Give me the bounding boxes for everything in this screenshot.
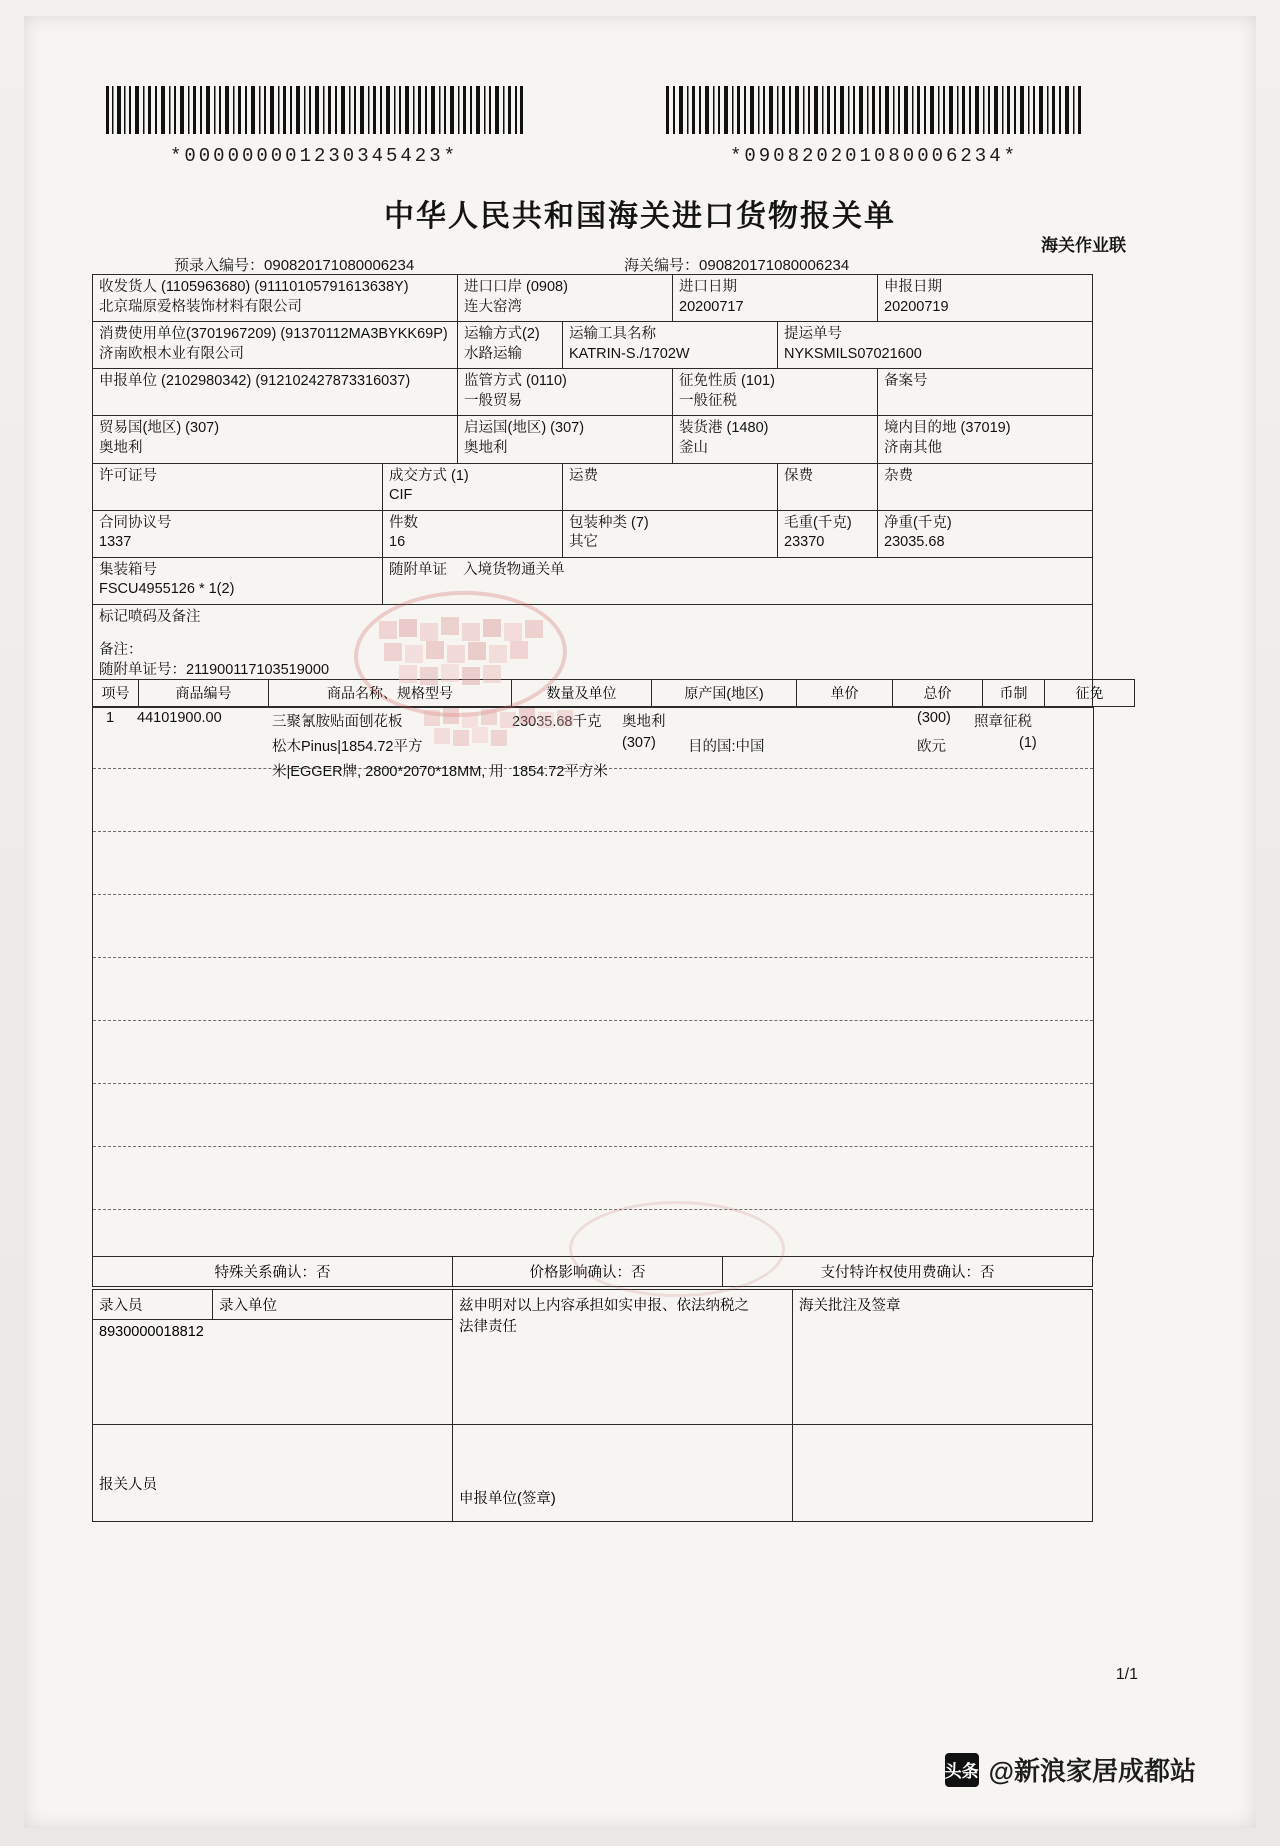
goods-blank-row	[93, 895, 1093, 958]
port-value: 连大窑湾	[464, 298, 522, 315]
declare-date-value: 20200719	[884, 298, 949, 315]
item-name-line1: 三聚氰胺贴面刨花板	[272, 714, 403, 730]
cell-packages	[383, 510, 563, 557]
cell-operator-value	[93, 1320, 453, 1425]
declaration-text-line2: 法律责任	[459, 1319, 517, 1335]
special-relation-label: 特殊关系确认：	[214, 1265, 316, 1281]
cell-consumer	[93, 322, 458, 369]
container-value: FSCU4955126 * 1(2)	[99, 581, 235, 598]
freight-label: 运费	[569, 467, 598, 484]
cell-operator-unit-label	[213, 1290, 453, 1320]
gross-weight-value: 23370	[784, 534, 825, 551]
price-influence-label: 价格影响确认：	[529, 1265, 631, 1281]
item-exempt-code: (1)	[1019, 735, 1037, 751]
cell-special-relation	[93, 1257, 453, 1287]
cell-vessel	[563, 322, 778, 369]
supervision-value: 一般贸易	[464, 392, 522, 409]
cell-declarant	[93, 1425, 453, 1522]
item-qty-line3: 1854.72平方米	[512, 764, 608, 780]
goods-blank-row	[93, 958, 1093, 1021]
cell-import-date	[673, 275, 878, 322]
barcode-region	[84, 86, 1084, 176]
destination-label: 境内目的地 (37019)	[884, 420, 1011, 437]
item-currency-code: (300)	[917, 710, 951, 726]
goods-blank-row	[93, 832, 1093, 895]
cell-customs-seal-area	[793, 1425, 1093, 1522]
cell-depart-country	[458, 416, 673, 463]
gross-weight-label: 毛重(千克)	[784, 514, 852, 531]
cell-supervision	[458, 369, 673, 416]
cell-consignor	[93, 275, 458, 322]
declare-unit-label: 申报单位(签章)	[459, 1491, 556, 1507]
barcode-left	[104, 86, 524, 167]
cell-transport-mode	[458, 322, 563, 369]
page-number: 1/1	[1115, 1666, 1138, 1683]
load-port-label: 装货港 (1480)	[679, 420, 769, 437]
cell-insurance	[778, 463, 878, 510]
load-port-value: 釜山	[679, 439, 709, 456]
terms-value: CIF	[389, 487, 413, 504]
price-influence-value: 否	[631, 1265, 646, 1281]
table-row	[93, 463, 1093, 510]
attached-label: 随附单证	[389, 561, 447, 578]
cell-freight	[563, 463, 778, 510]
contract-label: 合同协议号	[99, 514, 172, 531]
goods-blank-row	[93, 1084, 1093, 1147]
goods-body-area	[92, 706, 1094, 1257]
confirmation-table	[92, 1256, 1093, 1287]
remark-label: 备注：	[99, 642, 143, 659]
table-row	[93, 322, 1093, 369]
operator-value: 8930000018812	[99, 1324, 204, 1340]
package-type-label: 包装种类 (7)	[569, 514, 649, 531]
barcode-right-text: *090820201080006234*	[729, 145, 1019, 167]
misc-label: 杂费	[884, 467, 914, 484]
consumer-value: 济南欧根木业有限公司	[99, 345, 244, 362]
port-label: 进口口岸 (0908)	[464, 279, 568, 295]
supervision-label: 监管方式 (0110)	[464, 373, 567, 390]
net-weight-label: 净重(千克)	[884, 514, 952, 531]
watermark-text: @新浪家居成都站	[988, 1756, 1196, 1786]
cell-package-type	[563, 510, 778, 557]
trade-country-value: 奥地利	[99, 439, 143, 456]
cell-net-weight	[878, 510, 1093, 557]
preentry-number: 预录入编号：090820171080006234	[174, 257, 415, 274]
table-row	[93, 1425, 1093, 1522]
item-hs-code: 44101900.00	[137, 710, 222, 726]
table-row	[93, 275, 1093, 322]
col-qty-unit: 数量及单位	[512, 680, 652, 707]
item-no: 1	[106, 710, 115, 726]
signature-table	[92, 1289, 1093, 1522]
insurance-label: 保费	[784, 467, 814, 484]
barcode-right-bars	[664, 86, 1084, 134]
document-paper	[24, 16, 1256, 1828]
license-label: 许可证号	[99, 467, 157, 484]
item-qty-line1: 23035.68千克	[512, 714, 602, 730]
attached-row	[389, 561, 1086, 581]
cell-trade-country	[93, 416, 458, 463]
cell-misc	[878, 463, 1093, 510]
item-exempt-text: 照章征税	[974, 714, 1032, 730]
consumer-label: 消费使用单位(3701967209) (91370112MA3BYKK69P)	[99, 326, 448, 343]
transport-mode-label: 运输方式(2)	[464, 326, 540, 343]
declare-date-label: 申报日期	[884, 279, 943, 295]
table-row	[93, 510, 1093, 557]
depart-country-label: 启运国(地区) (307)	[464, 420, 585, 437]
levy-value: 一般征税	[679, 392, 738, 409]
cell-operator-label	[93, 1290, 213, 1320]
cell-customs-note	[793, 1290, 1093, 1425]
destination-value: 济南其他	[884, 439, 943, 456]
barcode-left-bars	[104, 86, 524, 134]
item-name-line2: 松木Pinus|1854.72平方	[272, 739, 423, 755]
col-unit-price: 单价	[797, 680, 893, 707]
cell-load-port	[673, 416, 878, 463]
record-label: 备案号	[884, 373, 928, 390]
royalty-value: 否	[980, 1265, 995, 1281]
item-name-line3: 米|EGGER牌, 2800*2070*18MM, 用	[272, 764, 504, 780]
cell-container	[93, 557, 383, 604]
header-table	[92, 274, 1093, 708]
consignor-label: 收发货人 (1105963680) (91110105791613638Y)	[99, 279, 409, 295]
container-label: 集装箱号	[99, 561, 157, 578]
cell-declare-date	[878, 275, 1093, 322]
cell-declare-unit	[453, 1425, 793, 1522]
depart-country-value: 奥地利	[464, 439, 508, 456]
cell-port	[458, 275, 673, 322]
col-origin: 原产国(地区)	[652, 680, 797, 707]
cell-contract	[93, 510, 383, 557]
col-name-spec: 商品名称、规格型号	[269, 680, 512, 707]
declaration-text-line1: 兹申明对以上内容承担如实申报、依法纳税之	[459, 1298, 749, 1314]
table-row	[93, 416, 1093, 463]
col-total-price: 总价	[893, 680, 983, 707]
item-origin-line2: (307)	[622, 735, 656, 751]
col-item-no: 项号	[93, 680, 139, 707]
declarant-label: 报关人员	[99, 1477, 157, 1493]
cell-license	[93, 463, 383, 510]
col-hs-code: 商品编号	[139, 680, 269, 707]
attached-value: 入境货物通关单	[463, 561, 565, 578]
trade-country-label: 贸易国(地区) (307)	[99, 420, 220, 437]
cell-record	[878, 369, 1093, 416]
watermark-logo: 头条	[945, 1753, 979, 1787]
levy-label: 征免性质 (101)	[679, 373, 775, 390]
consignor-value: 北京瑞原爱格装饰材料有限公司	[99, 298, 302, 315]
number-line	[24, 254, 1256, 276]
cell-royalty	[723, 1257, 1093, 1287]
special-relation-value: 否	[316, 1265, 331, 1281]
cell-attached	[383, 557, 1093, 604]
cell-terms	[383, 463, 563, 510]
barcode-right	[664, 86, 1084, 167]
cell-gross-weight	[778, 510, 878, 557]
barcode-left-text: *000000001230345423*	[169, 145, 459, 167]
vessel-label: 运输工具名称	[569, 326, 656, 343]
customs-note-label: 海关批注及签章	[799, 1298, 901, 1314]
cell-declarer	[93, 369, 458, 416]
contract-value: 1337	[99, 534, 132, 551]
cell-destination	[878, 416, 1093, 463]
watermark	[945, 1751, 1196, 1788]
table-row	[93, 557, 1093, 604]
table-row	[93, 1290, 1093, 1320]
goods-header-row	[93, 680, 1135, 707]
col-exemption: 征免	[1045, 680, 1135, 707]
import-date-label: 进口日期	[679, 279, 738, 295]
cell-levy	[673, 369, 878, 416]
item-currency-name: 欧元	[917, 739, 946, 755]
table-row	[93, 1257, 1093, 1287]
operator-label: 录入员	[99, 1298, 143, 1314]
vessel-value: KATRIN-S./1702W	[569, 345, 690, 362]
document-copy-label: 海关作业联	[1041, 236, 1126, 255]
terms-label: 成交方式 (1)	[389, 467, 469, 484]
transport-mode-value: 水路运输	[464, 345, 522, 362]
packages-value: 16	[389, 534, 406, 551]
billno-value: NYKSMILS07021600	[784, 345, 922, 362]
package-type-value: 其它	[569, 534, 598, 551]
marks-label: 标记喷码及备注	[99, 608, 201, 625]
declarer-label: 申报单位 (2102980342) (912102427873316037)	[99, 373, 411, 390]
goods-header-table	[92, 679, 1135, 707]
col-currency: 币制	[983, 680, 1045, 707]
customs-number: 海关编号：090820171080006234	[624, 257, 850, 274]
import-date-value: 20200717	[679, 298, 744, 315]
remark-line: 随附单证号：211900117103519000	[99, 662, 330, 678]
goods-blank-row	[93, 1147, 1093, 1210]
net-weight-value: 23035.68	[884, 534, 945, 551]
table-row	[93, 369, 1093, 416]
goods-blank-row	[93, 1021, 1093, 1084]
item-origin-line3: 目的国:中国	[688, 739, 765, 755]
cell-billno	[778, 322, 1093, 369]
royalty-label: 支付特许权使用费确认：	[820, 1265, 980, 1281]
cell-price-influence	[453, 1257, 723, 1287]
item-origin-line1: 奥地利	[622, 714, 666, 730]
page-title: 中华人民共和国海关进口货物报关单	[384, 200, 896, 233]
billno-label: 提运单号	[784, 326, 843, 343]
operator-unit-label: 录入单位	[219, 1298, 277, 1314]
cell-declaration-text	[453, 1290, 793, 1425]
packages-label: 件数	[389, 514, 418, 531]
